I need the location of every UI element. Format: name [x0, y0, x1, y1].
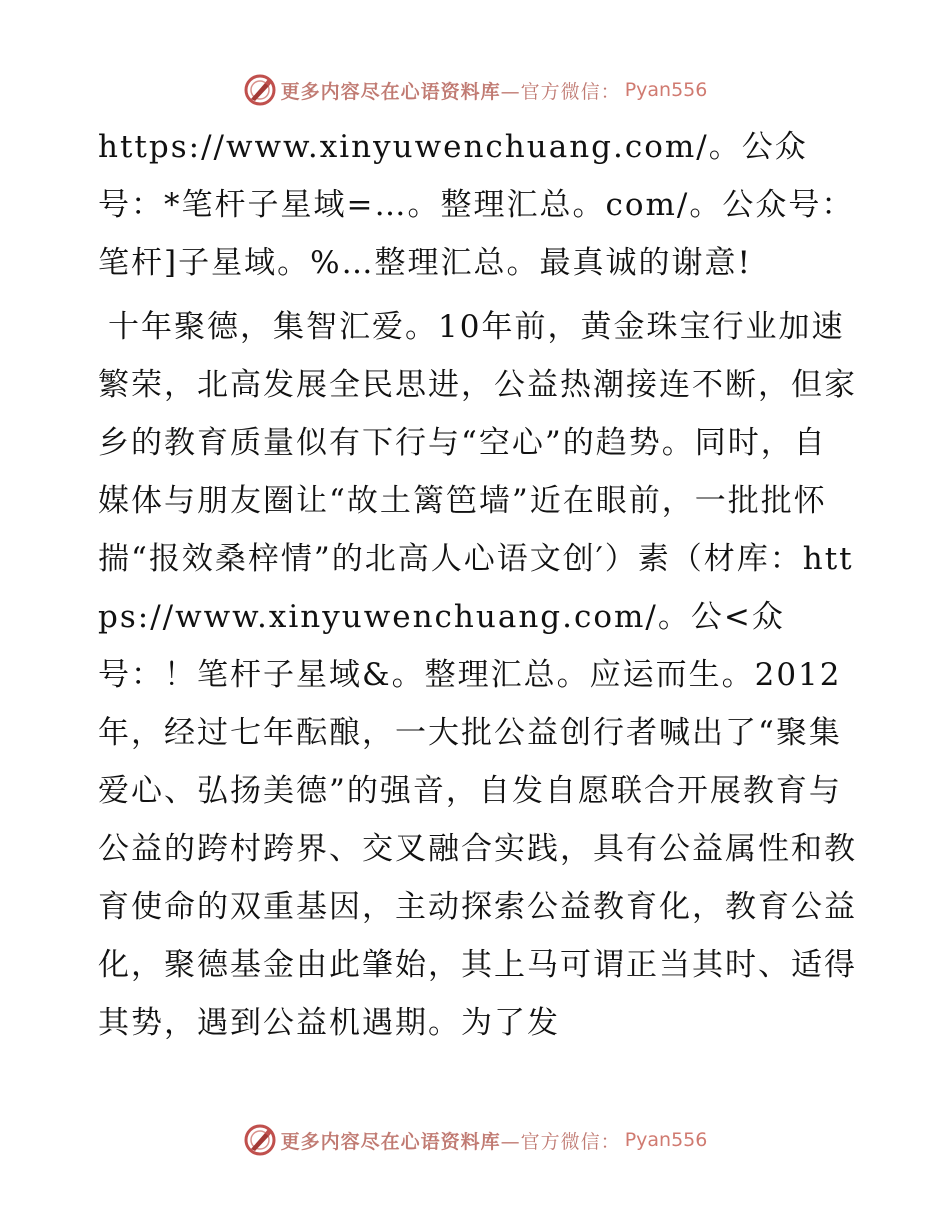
header-wechat-id: Pyan556 — [624, 79, 708, 101]
footer-slogan: 更多内容尽在心语资料库 — [280, 1130, 501, 1153]
pen-logo-icon — [243, 1123, 277, 1157]
paragraph-2: 十年聚德，集智汇爱。10年前，黄金珠宝行业加速繁荣，北高发展全民思进，公益热潮接连不断，但家乡的教育质量似有下行与“空心”的趋势。同时，自媒体与朋友圈让“故土篱笆墙”近在眼前，一批批怀揣“报效桑梓情”的北高人心语文创′）素（材库：https://www.xinyuwenchuang.com/。公<众号：！笔杆子星域&。整理汇总。应运而生。2012年，经过七年酝酿，一大批公益创行者喊出了“聚集爱心、弘扬美德”的强音，自发自愿联合开展教育与公益的跨村跨界、交叉融合实践，具有公益属性和教育使命的双重基因，主动探索公益教育化，教育公益化，聚德基金由此肇始，其上马可谓正当其时、适得其势，遇到公益机遇期。为了发 — [98, 309, 857, 1041]
paragraph-1: https://www.xinyuwenchuang.com/。公众号：*笔杆子星域=…。整理汇总。com/。公众号：笔杆]子星域。%…整理汇总。最真诚的谢意! — [98, 129, 855, 281]
document-body — [98, 118, 858, 1052]
header-slogan: 更多内容尽在心语资料库 — [280, 80, 501, 103]
header-banner — [0, 70, 950, 110]
footer-wechat-label: —官方微信： — [500, 1130, 621, 1153]
footer-wechat-id: Pyan556 — [624, 1129, 708, 1151]
footer-banner — [0, 1120, 950, 1160]
header-wechat-label: —官方微信： — [500, 80, 621, 103]
pen-logo-icon — [243, 73, 277, 107]
